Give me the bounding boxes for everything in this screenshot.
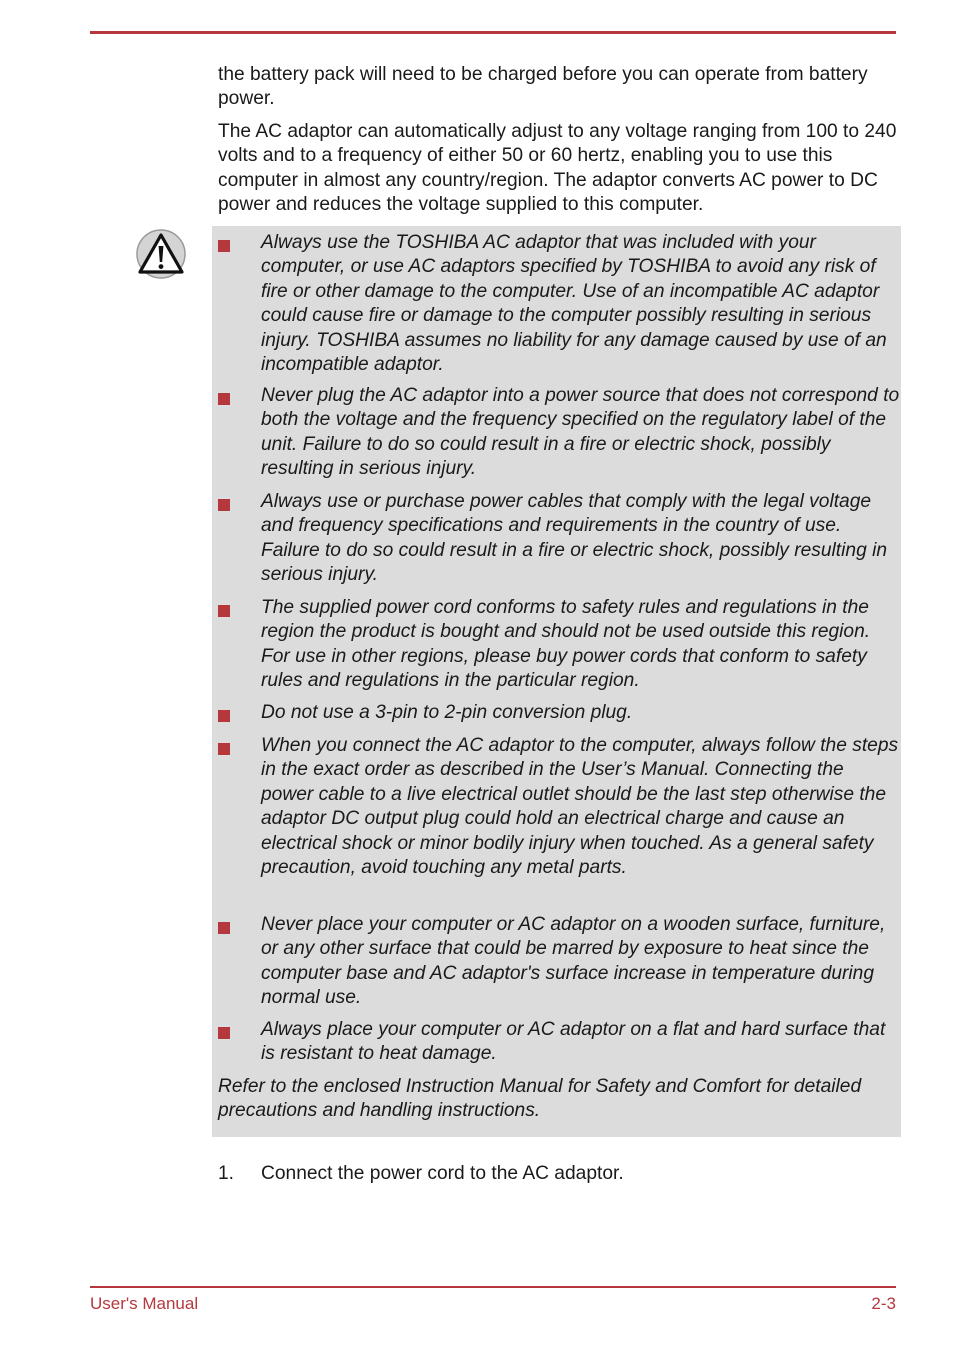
- warning-item-text: Do not use a 3-pin to 2-pin conversion plug.: [261, 702, 633, 723]
- body-paragraph-2: The AC adaptor can automatically adjust to any voltage ranging from 100 to 240 volts and to a frequency of either 50 or 60 hertz, enabling you to use this computer in almost any country/region. The adaptor converts AC power to DC power and reduces the voltage supplied to this computer.: [218, 121, 897, 216]
- step-number: 1.: [218, 1163, 235, 1184]
- body-paragraph-1: the battery pack will need to be charged before you can operate from battery power.: [218, 64, 868, 110]
- warning-box: [212, 226, 901, 1137]
- refer-note: Refer to the enclosed Instruction Manual for Safety and Comfort for detailed precautions and handling instructions.: [218, 1076, 862, 1122]
- footer-rule: [90, 1286, 896, 1288]
- step-text: Connect the power cord to the AC adaptor.: [261, 1163, 624, 1184]
- header-rule: [90, 31, 896, 34]
- warning-item-text: Never place your computer or AC adaptor on a wooden surface, furniture, or any other surface that could be marred by exposure to heat since the computer base and AC adaptor's surface increase in temperature during normal use.: [261, 914, 886, 1009]
- warning-item-text: When you connect the AC adaptor to the computer, always follow the steps in the exact order as described in the User’s Manual. Connecting the power cable to a live electrical outlet should be the last step otherwise the adaptor DC output plug could hold an electrical charge and cause an electrical shock or minor bodily injury when touched. As a general safety precaution, avoid touching any metal parts.: [261, 735, 899, 879]
- warning-item-text: Always use the TOSHIBA AC adaptor that was included with your computer, or use AC adaptors specified by TOSHIBA to avoid any risk of fire or other damage to the computer. Use of an incompatible AC adaptor could cause fire or damage to the computer possibly resulting in serious injury. TOSHIBA assumes no liability for any damage caused by use of an incompatible adaptor.: [261, 232, 887, 376]
- square-bullet-icon: [218, 743, 230, 755]
- square-bullet-icon: [218, 605, 230, 617]
- footer-page-number: 2-3: [871, 1294, 896, 1313]
- square-bullet-icon: [218, 710, 230, 722]
- square-bullet-icon: [218, 393, 230, 405]
- square-bullet-icon: [218, 922, 230, 934]
- square-bullet-icon: [218, 499, 230, 511]
- warning-item-text: Always use or purchase power cables that comply with the legal voltage and frequency specifications and requirements in the country of use. Failure to do so could result in a fire or electric shock, possibly resulting in serious injury.: [261, 491, 888, 586]
- square-bullet-icon: [218, 1027, 230, 1039]
- warning-item-text: Always place your computer or AC adaptor on a flat and hard surface that is resistant to heat damage.: [261, 1019, 886, 1065]
- square-bullet-icon: [218, 240, 230, 252]
- warning-item-text: The supplied power cord conforms to safety rules and regulations in the region the product is bought and should not be used outside this region. For use in other regions, please buy power cords that conform to safety rules and regulations in the particular region.: [261, 597, 871, 692]
- warning-item-text: Never plug the AC adaptor into a power source that does not correspond to both the voltage and the frequency specified on the regulatory label of the unit. Failure to do so could result in a fire or electric shock, possibly resulting in serious injury.: [261, 385, 900, 480]
- warning-triangle-icon: [135, 228, 187, 280]
- footer-manual-title: User's Manual: [90, 1294, 199, 1313]
